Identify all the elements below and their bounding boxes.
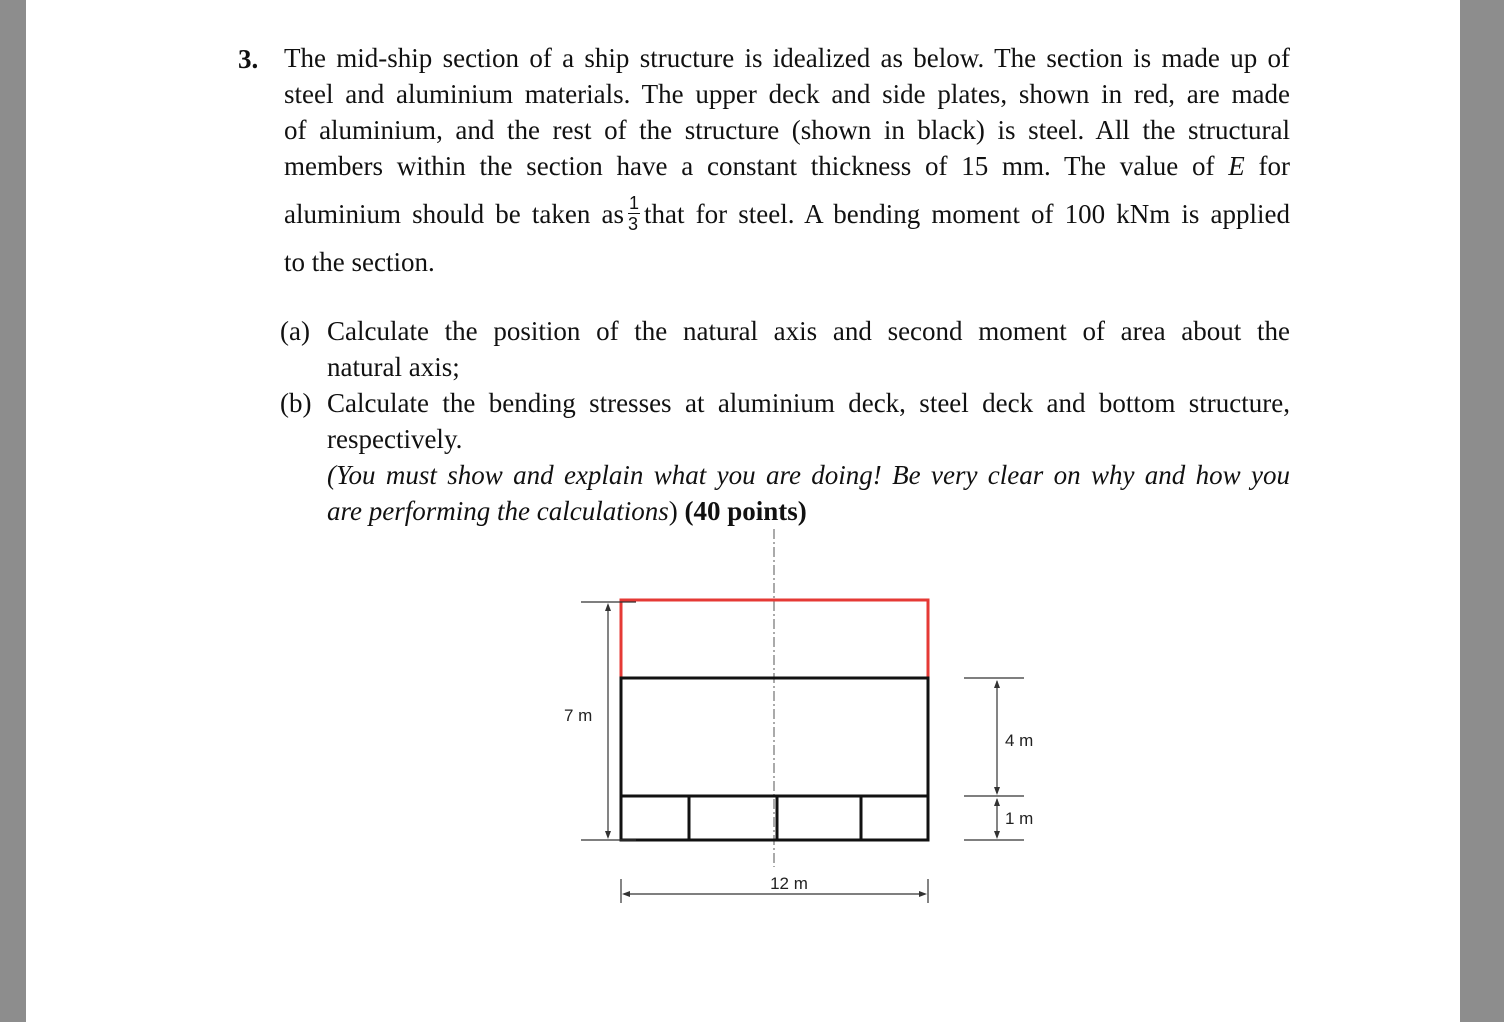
midship-section-diagram [526, 525, 1046, 915]
intro-line-3: of aluminium, and the rest of the structure (shown in black) is steel. All the structural [284, 115, 1290, 145]
arrowhead-icon [994, 680, 1000, 688]
part-a-line-2: natural axis; [327, 352, 460, 382]
intro-line-2: steel and aluminium materials. The upper deck and side plates, shown in red, are made [284, 79, 1290, 109]
points-label: (40 points) [684, 496, 807, 526]
part-a-label: (a) [280, 316, 310, 346]
part-b-label: (b) [280, 388, 312, 418]
intro-line-5-end: that for steel. A bending moment of 100 kNm is applied [644, 199, 1290, 229]
arrowhead-icon [919, 891, 927, 897]
intro-line-5-start: aluminium should be taken as [284, 199, 624, 229]
document-page [26, 0, 1460, 1022]
bottom-height-label: 1 m [1005, 809, 1034, 828]
one-third-fraction [628, 193, 640, 234]
arrowhead-icon [994, 798, 1000, 806]
intro-line-1: The mid-ship section of a ship structure is idealized as below. The section is made up of [284, 43, 1290, 73]
fraction-denominator: 3 [627, 214, 638, 235]
fraction-numerator: 1 [628, 193, 639, 214]
note-line-2-italic: are performing the calculations [327, 496, 669, 526]
arrowhead-icon [994, 787, 1000, 795]
intro-line-4-start: members within the section have a constant thickness of 15 mm. The value of [284, 151, 1229, 181]
arrowhead-icon [622, 891, 630, 897]
arrowhead-icon [605, 603, 611, 611]
question-number: 3. [238, 44, 259, 74]
total-height-label: 7 m [564, 706, 593, 725]
width-label: 12 m [770, 874, 808, 893]
intro-line-4-end: for [1244, 151, 1290, 181]
question-intro [284, 40, 1290, 184]
part-a-line-1: Calculate the position of the natural axis and second moment of area about the [327, 316, 1290, 346]
note-line-1: (You must show and explain what you are doing! Be very clear on why and how you [327, 460, 1290, 490]
part-b [280, 385, 1290, 529]
part-a [280, 313, 1290, 385]
note-line-2 [327, 493, 1290, 529]
intro-line-5 [284, 186, 1290, 242]
modulus-symbol: E [1228, 151, 1245, 181]
intro-line-4 [284, 148, 1290, 184]
arrowhead-icon [605, 831, 611, 839]
part-b-line-1: Calculate the bending stresses at aluminium deck, steel deck and bottom structure, [327, 388, 1290, 418]
intro-line-6: to the section. [284, 247, 435, 277]
arrowhead-icon [994, 831, 1000, 839]
part-b-line-2: respectively. [327, 424, 463, 454]
steel-height-label: 4 m [1005, 731, 1034, 750]
note-line-2-close: ) [668, 496, 685, 526]
